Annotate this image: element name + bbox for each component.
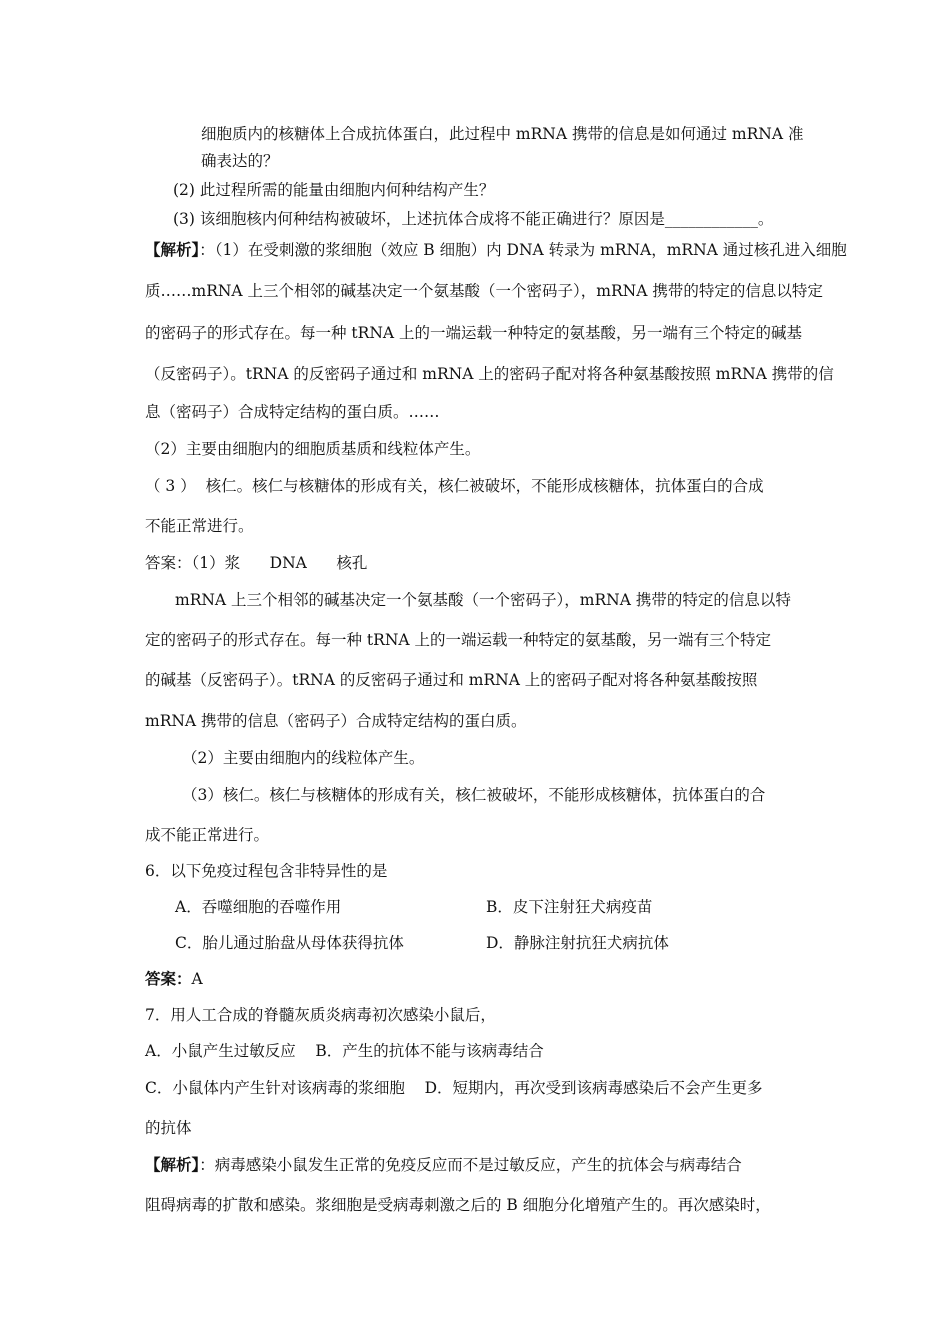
option-a: A．吞噬细胞的吞噬作用 [175,898,342,916]
answer-line: 答案：（1）浆 DNA 核孔 [145,554,368,572]
text-line: 的抗体 [145,1119,192,1137]
option-b: B．皮下注射狂犬病疫苗 [486,898,653,916]
question-part-3: (3) 该细胞核内何种结构被破坏，上述抗体合成将不能正确进行？原因是____________。 [173,210,774,228]
answer-line [145,969,203,989]
answer-label: 答案： [145,969,192,988]
answer-value: A [191,970,203,988]
text-line: 定的密码子的形式存在。每一种 tRNA 上的一端运载一种特定的氨基酸，另一端有三个特定 [145,631,772,649]
analysis-label: 【解析】 [145,1155,200,1174]
options-cd: C．小鼠体内产生针对该病毒的浆细胞 D．短期内，再次受到该病毒感染后不会产生更多 [145,1079,763,1097]
option-c: C．胎儿通过胎盘从母体获得抗体 [175,934,404,952]
text-line: （3）核仁。核仁与核糖体的形成有关，核仁被破坏，不能形成核糖体，抗体蛋白的合 [182,786,766,804]
option-d: D．静脉注射抗狂犬病抗体 [486,934,669,952]
analysis-line [145,240,847,260]
text-line: （ 3 ） 核仁。核仁与核糖体的形成有关，核仁被破坏，不能形成核糖体，抗体蛋白的合成 [145,477,764,495]
analysis-line [145,1155,742,1175]
text-line: mRNA 上三个相邻的碱基决定一个氨基酸（一个密码子），mRNA 携带的特定的信息以特 [175,591,791,609]
text-line: （反密码子）。tRNA 的反密码子通过和 mRNA 上的密码子配对将各种氨基酸按照 mRNA 携带的信 [145,365,834,383]
text-line: 质……mRNA 上三个相邻的碱基决定一个氨基酸（一个密码子），mRNA 携带的特定的信息以特定 [145,282,823,300]
text-line: 细胞质内的核糖体上合成抗体蛋白，此过程中 mRNA 携带的信息是如何通过 mRNA 准 [201,125,804,143]
text-line: mRNA 携带的信息（密码子）合成特定结构的蛋白质。 [145,712,527,730]
question-7: 7．用人工合成的脊髓灰质炎病毒初次感染小鼠后， [145,1006,496,1024]
text-line: 确表达的？ [201,152,279,170]
text-line: （2）主要由细胞内的线粒体产生。 [182,749,425,767]
analysis-label: 【解析】 [145,240,200,259]
analysis-text: ：病毒感染小鼠发生正常的免疫反应而不是过敏反应，产生的抗体会与病毒结合 [199,1156,742,1174]
text-line: 不能正常进行。 [145,517,254,535]
analysis-text: ：（1）在受刺激的浆细胞（效应 B 细胞）内 DNA 转录为 mRNA，mRNA 通过核孔进入细胞 [199,241,847,259]
text-line: 阻碍病毒的扩散和感染。浆细胞是受病毒刺激之后的 B 细胞分化增殖产生的。再次感染时， [145,1196,771,1214]
text-line: 的密码子的形式存在。每一种 tRNA 上的一端运载一种特定的氨基酸，另一端有三个特定的碱基 [145,324,803,342]
text-line: 成不能正常进行。 [145,826,270,844]
options-ab: A．小鼠产生过敏反应 B．产生的抗体不能与该病毒结合 [145,1042,544,1060]
text-line: 的碱基（反密码子）。tRNA 的反密码子通过和 mRNA 上的密码子配对将各种氨基酸按照 [145,671,758,689]
question-part-2: (2) 此过程所需的能量由细胞内何种结构产生？ [173,181,495,199]
text-line: 息（密码子）合成特定结构的蛋白质。…… [145,403,440,421]
text-line: （2）主要由细胞内的细胞质基质和线粒体产生。 [145,440,481,458]
question-6: 6．以下免疫过程包含非特异性的是 [145,862,388,880]
